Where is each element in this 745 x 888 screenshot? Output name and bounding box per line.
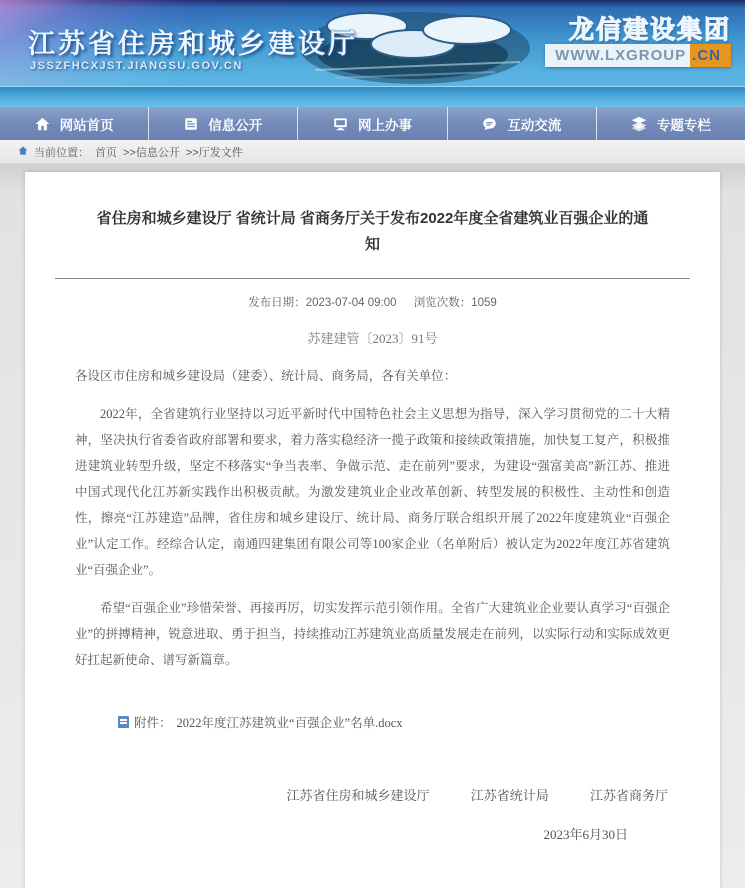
signature-org: 江苏省住房和城乡建设厅 [286, 788, 430, 803]
site-title: 江苏省住房和城乡建设厅 [28, 29, 358, 59]
nav-item-label: 专题专栏 [656, 117, 711, 133]
breadcrumb-home-icon [18, 146, 28, 158]
attachment-link[interactable] [118, 713, 670, 731]
nav-item-home[interactable] [0, 107, 149, 140]
partner-url-badge[interactable] [545, 44, 731, 67]
article-meta [25, 294, 720, 310]
signature-row [25, 785, 720, 804]
signature-org: 江苏省商务厅 [589, 788, 668, 803]
nav-item-label: 互动交流 [507, 117, 562, 133]
home-icon [35, 117, 50, 131]
breadcrumb [0, 140, 745, 164]
title-divider [55, 278, 690, 279]
site-banner [0, 0, 745, 86]
publish-date-value: 2023-07-04 09:00 [305, 297, 397, 309]
breadcrumb-link-documents[interactable]: >>厅发文件 [185, 146, 243, 159]
nav-item-interaction[interactable] [448, 107, 597, 140]
article-title: 省住房和城乡建设厅 省统计局 省商务厅关于发布2022年度全省建筑业百强企业的通知 [96, 210, 649, 253]
breadcrumb-link-home[interactable]: 首页 [95, 146, 117, 159]
salutation: 各设区市住房和城乡建设局（建委）、统计局、商务局，各有关单位： [75, 369, 457, 383]
partner-url-suffix: .CN [690, 44, 731, 67]
article-card [25, 172, 720, 888]
nav-item-label: 网上办事 [358, 117, 412, 133]
page-background [0, 164, 745, 888]
views-value: 1059 [471, 297, 497, 309]
layers-icon [631, 116, 647, 131]
breadcrumb-prefix: 当前位置： [34, 146, 89, 159]
chat-bubble-icon [482, 117, 497, 131]
nav-item-online-services[interactable] [298, 107, 447, 140]
partner-url-main: WWW.LXGROUP [545, 44, 690, 67]
main-nav [0, 107, 745, 140]
attachment-filename: 2022年度江苏建筑业“百强企业”名单.docx [176, 716, 403, 730]
site-url: JSSZFHCXJST.JIANGSU.GOV.CN [30, 60, 243, 72]
article-body [75, 363, 670, 673]
signature-date: 2023年6月30日 [543, 827, 628, 842]
nav-item-label: 网站首页 [59, 117, 114, 133]
partner-logo: 龙信建设集团 [568, 16, 731, 44]
document-icon [184, 117, 198, 131]
monitor-icon [333, 117, 348, 131]
document-number: 苏建建管〔2023〕91号 [307, 331, 438, 346]
nav-item-label: 信息公开 [208, 117, 263, 133]
attachment-file-icon [118, 716, 129, 728]
views-label: 浏览次数： [413, 297, 472, 309]
breadcrumb-link-info[interactable]: >>信息公开 [123, 146, 180, 159]
publish-date-label: 发布日期： [248, 297, 306, 309]
nav-item-info-disclosure[interactable] [149, 107, 298, 140]
nav-item-special-topics[interactable] [597, 107, 745, 140]
signature-org: 江苏省统计局 [470, 788, 549, 803]
body-paragraph: 2022年，全省建筑行业坚持以习近平新时代中国特色社会主义思想为指导，深入学习贯彻党的二十大精神，坚决执行省委省政府部署和要求，着力落实稳经济一揽子政策和接续政策措施，加快复工复产，积极推进建筑业转型升级，坚定不移落实“争当表率、争做示范、走在前列”要求，为建设“强富美高”新江苏、推进中国式现代化江苏新实践作出积极贡献。为激发建筑业企业改革创新、转型发展的积极性、主动性和创造性，擦亮“江苏建造”品牌，省住房和城乡建设厅、统计局、商务厅联合组织开展了2022年度建筑业“百强企业”认定工作。经综合认定，南通四建集团有限公司等100家企业（名单附后）被认定为2022年度江苏省建筑业“百强企业”。 [75, 407, 670, 577]
body-paragraph: 希望“百强企业”珍惜荣誉、再接再厉，切实发挥示范引领作用。全省广大建筑业企业要认真学习“百强企业”的拼搏精神，锐意进取、勇于担当，持续推动江苏建筑业高质量发展走在前列，以实际行动和实际成效更好扛起新使命、谱写新篇章。 [75, 601, 670, 667]
attachment-label: 附件： [134, 716, 172, 730]
banner-bottom-strip [0, 86, 745, 107]
